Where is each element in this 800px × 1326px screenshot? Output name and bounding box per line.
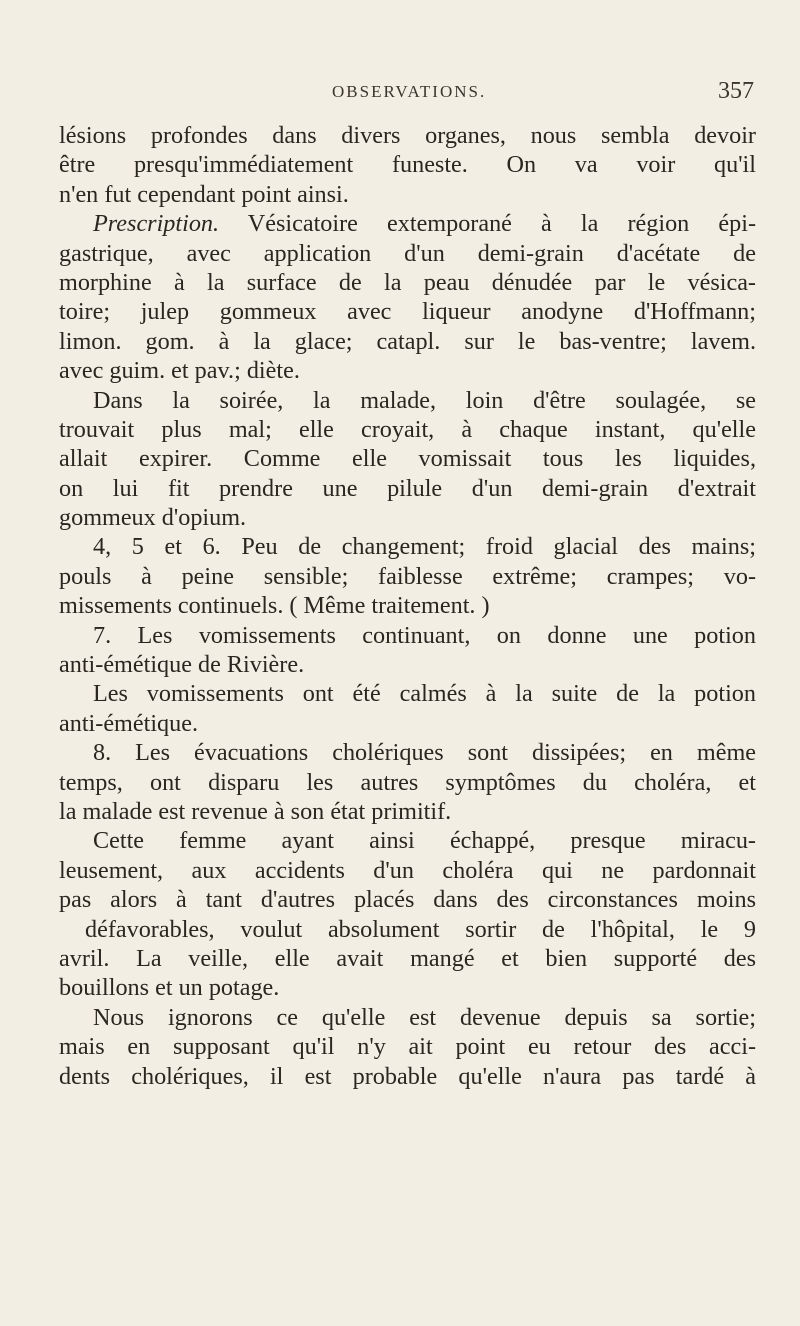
text-line: anti-émétique de Rivière. xyxy=(59,651,305,679)
text-line: dents cholériques, il est probable qu'elle n'aura pas tardé à xyxy=(59,1062,756,1090)
text-line: lésions profondes dans divers organes, nous sembla devoir xyxy=(59,122,756,149)
text-line: avec guim. et pav.; diète. xyxy=(59,357,300,385)
text-line: gommeux d'opium. xyxy=(59,504,247,532)
text-line: défavorables, voulut absolument sortir de l'hôpital, le 9 xyxy=(85,915,756,943)
text-line: temps, ont disparu les autres symptômes du choléra, et xyxy=(59,768,756,796)
body-text xyxy=(59,121,756,1091)
text-line: Nous ignorons ce qu'elle est devenue depuis sa sortie; xyxy=(93,1003,756,1031)
running-head xyxy=(0,78,800,122)
text-line: gastrique, avec application d'un demi-grain d'acétate de xyxy=(59,239,756,267)
text-line: 8. Les évacuations cholériques sont dissipées; en même xyxy=(93,739,756,767)
text-line: être presqu'immédiatement funeste. On va voir qu'il xyxy=(59,151,756,179)
text-line: missements continuels. ( Même traitement. ) xyxy=(59,592,490,620)
text-line: anti-émétique. xyxy=(59,709,199,737)
text-line: Vésicatoire extemporané à la région épi- xyxy=(219,210,756,238)
prescription-line xyxy=(59,209,756,238)
text-line: 7. Les vomissements continuant, on donne une potion xyxy=(93,621,756,649)
prescription-heading: Prescription. xyxy=(93,210,220,238)
text-line: Cette femme ayant ainsi échappé, presque miracu- xyxy=(93,827,756,855)
text-line: la malade est revenue à son état primitif. xyxy=(59,797,452,825)
text-line: morphine à la surface de la peau dénudée par le vésica- xyxy=(59,268,756,296)
page-number: 357 xyxy=(718,78,754,104)
text-line: n'en fut cependant point ainsi. xyxy=(59,180,349,208)
text-line: leusement, aux accidents d'un choléra qui ne pardonnait xyxy=(59,856,756,884)
text-line: bouillons et un potage. xyxy=(59,974,280,1002)
text-line: on lui fit prendre une pilule d'un demi-grain d'extrait xyxy=(59,474,756,502)
text-line: 4, 5 et 6. Peu de changement; froid glacial des mains; xyxy=(93,533,756,561)
text-line: toire; julep gommeux avec liqueur anodyne d'Hoffmann; xyxy=(59,298,756,326)
running-title: OBSERVATIONS. xyxy=(332,82,487,101)
text-line: mais en supposant qu'il n'y ait point eu retour des acci- xyxy=(59,1033,756,1061)
text-line: avril. La veille, elle avait mangé et bien supporté des xyxy=(59,944,756,972)
text-line: Dans la soirée, la malade, loin d'être soulagée, se xyxy=(93,386,756,414)
text-line: limon. gom. à la glace; catapl. sur le bas-ventre; lavem. xyxy=(59,327,756,355)
text-line: trouvait plus mal; elle croyait, à chaque instant, qu'elle xyxy=(59,415,756,443)
text-line: pouls à peine sensible; faiblesse extrême; crampes; vo- xyxy=(59,562,756,590)
text-line: pas alors à tant d'autres placés dans des circonstances moins xyxy=(59,886,756,914)
text-line: allait expirer. Comme elle vomissait tous les liquides, xyxy=(59,445,756,473)
text-line: Les vomissements ont été calmés à la suite de la potion xyxy=(93,680,756,708)
